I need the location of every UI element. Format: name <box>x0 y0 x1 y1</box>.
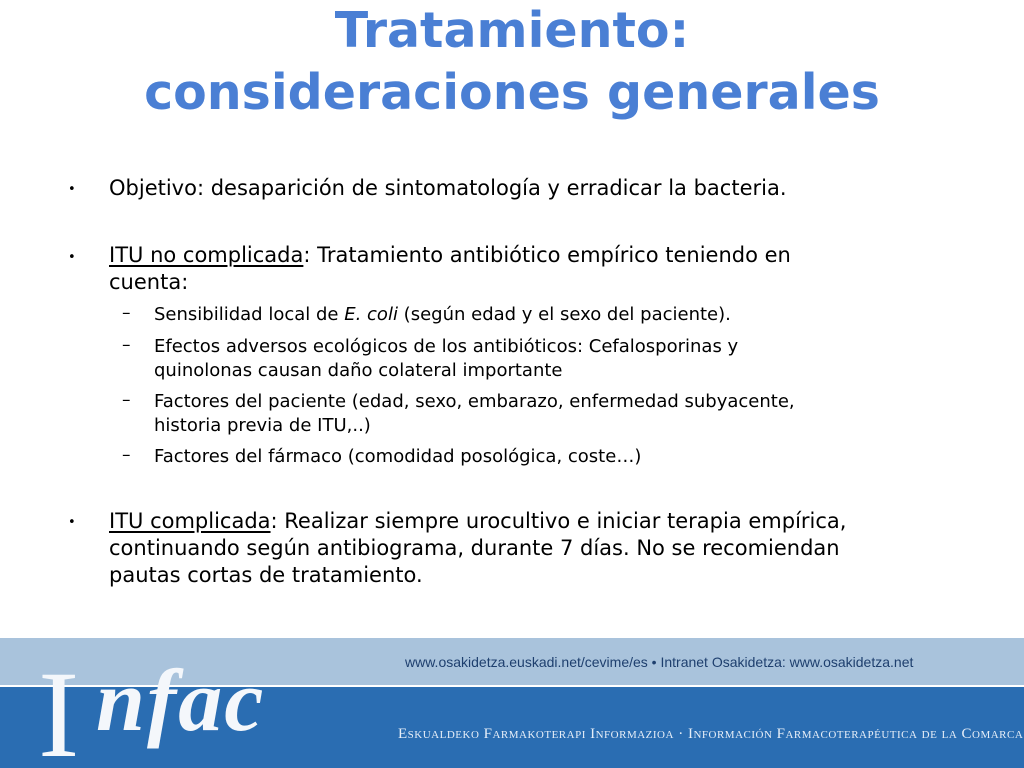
sub-item-efectos-adversos: Efectos adversos ecológicos de los antibióticos: Cefalosporinas y <box>154 336 739 357</box>
footer-links: www.osakidetza.euskadi.net/cevime/es • Intranet Osakidetza: www.osakidetza.net <box>405 654 914 670</box>
slide-title-line-1: Tratamiento: <box>334 2 690 59</box>
sub-dash: – <box>122 390 131 410</box>
bullet-itu-no-complicada-cont: cuenta: <box>109 270 189 294</box>
bullet-itu-complicada-cont-2: pautas cortas de tratamiento. <box>109 563 423 587</box>
slide-title-line-2: consideraciones generales <box>144 64 880 121</box>
bullet-label: ITU no complicada <box>109 243 304 267</box>
bullet-marker: • <box>68 515 76 530</box>
bullet-text-underlined: continuando según antibiograma, durante 7 días. No se recomiendan <box>109 536 840 560</box>
sub-dash: – <box>122 445 131 465</box>
svg-text:I: I <box>38 646 80 768</box>
footer-banner <box>0 638 1024 768</box>
sub-dash: – <box>122 335 131 355</box>
infac-logo <box>30 638 350 768</box>
bullet-itu-complicada <box>109 509 989 534</box>
bullet-marker: • <box>68 250 76 265</box>
svg-text:nfac: nfac <box>96 653 266 750</box>
sub-item-sensibilidad <box>154 303 994 326</box>
bullet-marker: • <box>68 182 76 197</box>
bullet-text: : Realizar siempre urocultivo e iniciar terapia empírica, <box>270 509 847 533</box>
sub-item-factores-paciente: Factores del paciente (edad, sexo, embarazo, enfermedad subyacente, <box>154 391 795 412</box>
sub-text: Sensibilidad local de <box>154 304 345 325</box>
footer-tagline: Eskualdeko Farmakoterapi Informazioa · Información Farmacoterapéutica de la Comarca <box>398 726 1024 742</box>
bullet-text: : Tratamiento antibiótico empírico teniendo en <box>303 243 791 267</box>
bullet-objetivo: Objetivo: desaparición de sintomatología y erradicar la bacteria. <box>109 176 787 200</box>
sub-item-factores-paciente-cont: historia previa de ITU,..) <box>154 415 371 436</box>
sub-dash: – <box>122 303 131 323</box>
sub-item-efectos-adversos-cont: quinolonas causan daño colateral importante <box>154 360 563 381</box>
sub-item-factores-farmaco: Factores del fármaco (comodidad posológica, coste…) <box>154 446 642 467</box>
bullet-label: ITU complicada <box>109 509 271 533</box>
bullet-itu-complicada-cont-1 <box>109 536 989 561</box>
bullet-itu-no-complicada <box>109 243 989 268</box>
sub-text: (según edad y el sexo del paciente). <box>397 304 731 325</box>
sub-text-italic: E. coli <box>344 304 398 325</box>
